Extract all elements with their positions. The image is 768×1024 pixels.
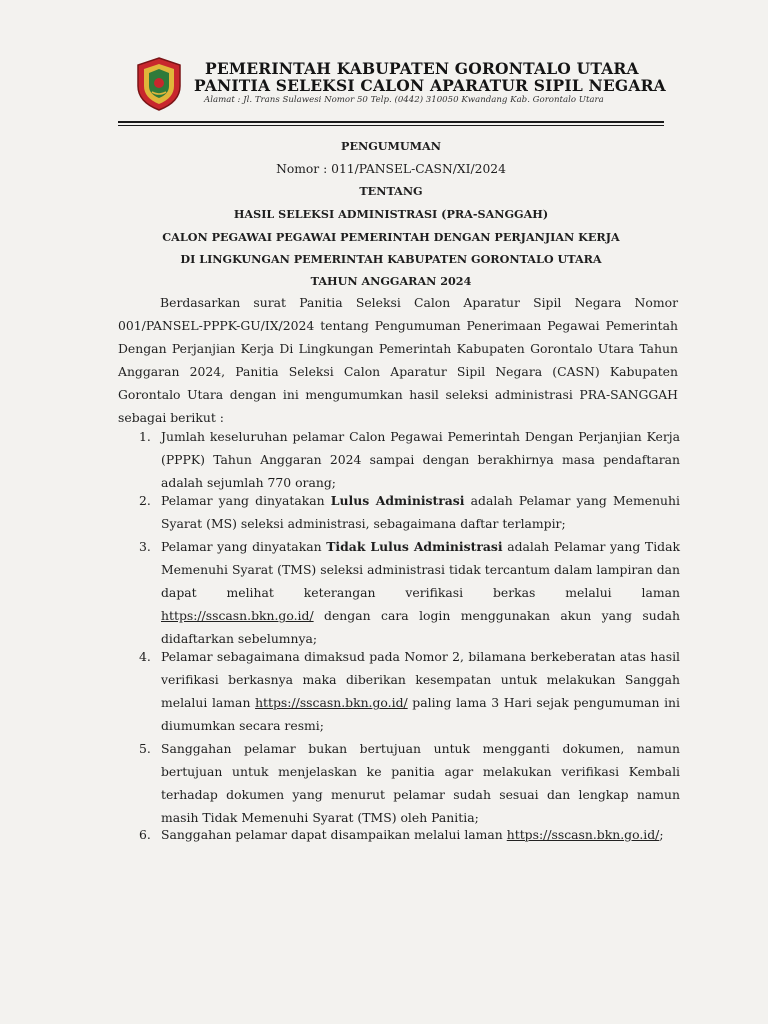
letterhead-address: Alamat : Jl. Trans Sulawesi Nomor 50 Telp. (0442) 310050 Kwandang Kab. Gorontalo Utara xyxy=(204,95,604,105)
list-text: Jumlah keseluruhan pelamar Calon Pegawai Pemerintah Dengan Perjanjian Kerja (PPPK) Tahun Anggaran 2024 sampai dengan berakhirnya masa pendaftaran adalah sejumlah 770 orang; xyxy=(161,429,680,491)
heading-tentang: TENTANG xyxy=(359,184,423,198)
letterhead-title: PEMERINTAH KABUPATEN GORONTALO UTARA xyxy=(205,59,639,78)
document-number: Nomor : 011/PANSEL-CASN/XI/2024 xyxy=(276,162,506,176)
list-text-part: Pelamar yang dinyatakan xyxy=(161,539,327,554)
document-title: PENGUMUMAN xyxy=(341,139,441,153)
list-text-part: Pelamar yang dinyatakan xyxy=(161,493,331,508)
list-number: 4. xyxy=(139,649,151,664)
list-number: 3. xyxy=(139,539,151,554)
list-text-part: Sanggahan pelamar dapat disampaikan melalui laman xyxy=(161,827,507,842)
regency-crest-logo xyxy=(134,56,184,112)
emphasis-tidak-lulus: Tidak Lulus Administrasi xyxy=(326,539,503,554)
subject-line-1: HASIL SELEKSI ADMINISTRASI (PRA-SANGGAH) xyxy=(233,207,549,221)
intro-paragraph: Berdasarkan surat Panitia Seleksi Calon Aparatur Sipil Negara Nomor 001/PANSEL-PPPK-GU/IX/2024 tentang Pengumuman Penerimaan Pegawai Pemerintah Dengan Perjanjian Kerja Di Lingkungan Pemerintah Kabupaten Gorontalo Utara Tahun Anggaran 2024, Panitia Seleksi Calon Aparatur Sipil Negara (CASN) Kabupaten Gorontalo Utara dengan ini mengumumkan hasil seleksi administrasi PRA-SANGGAH sebagai berikut : xyxy=(118,295,678,426)
subject-line-2: CALON PEGAWAI PEGAWAI PEMERINTAH DENGAN PERJANJIAN KERJA xyxy=(162,230,620,244)
list-number: 5. xyxy=(139,741,151,756)
list-number: 2. xyxy=(139,493,151,508)
letterhead xyxy=(130,52,666,114)
sscasn-link[interactable]: https://sscasn.bkn.go.id/ xyxy=(161,608,314,624)
letterhead-divider-thin xyxy=(118,125,664,126)
emphasis-lulus: Lulus Administrasi xyxy=(330,493,465,508)
letterhead-divider-thick xyxy=(118,121,664,123)
list-text-part: ; xyxy=(659,827,664,842)
list-text-part: dengan cara login menggunakan akun yang sudah didaftarkan sebelumnya; xyxy=(161,608,680,647)
letterhead-subtitle: PANITIA SELEKSI CALON APARATUR SIPIL NEGARA xyxy=(194,76,666,95)
sscasn-link[interactable]: https://sscasn.bkn.go.id/ xyxy=(506,827,660,842)
list-number: 6. xyxy=(139,827,151,842)
list-text-part: Pelamar sebagaimana dimaksud pada Nomor 2, bilamana berkeberatan atas hasil verifikasi berkasnya maka diberikan kesempatan untuk melakukan Sanggah melalui laman xyxy=(161,649,680,711)
subject-line-3: DI LINGKUNGAN PEMERINTAH KABUPATEN GORONTALO UTARA xyxy=(180,252,602,266)
list-text-part: adalah Pelamar yang Tidak Memenuhi Syarat (TMS) seleksi administrasi tidak tercantum dalam lampiran dan dapat melihat keterangan verifikasi berkas melalui laman xyxy=(161,539,680,601)
list-text xyxy=(161,535,680,650)
list-text xyxy=(161,823,680,846)
subject-line-4: TAHUN ANGGARAN 2024 xyxy=(310,274,472,288)
list-text-part: paling lama 3 Hari sejak pengumuman ini diumumkan secara resmi; xyxy=(161,695,680,734)
sscasn-link[interactable]: https://sscasn.bkn.go.id/ xyxy=(255,695,408,711)
list-number: 1. xyxy=(139,429,151,444)
list-text xyxy=(161,645,680,737)
list-text: Sanggahan pelamar bukan bertujuan untuk mengganti dokumen, namun bertujuan untuk menjelaskan ke panitia agar melakukan verifikasi Kembali terhadap dokumen yang menurut pelamar sudah sesuai dan lengkap namun masih Tidak Memenuhi Syarat (TMS) oleh Panitia; xyxy=(161,741,680,826)
list-text-part: adalah Pelamar yang Memenuhi Syarat (MS) seleksi administrasi, sebagaimana daftar terlampir; xyxy=(161,493,680,532)
list-text xyxy=(161,489,680,535)
